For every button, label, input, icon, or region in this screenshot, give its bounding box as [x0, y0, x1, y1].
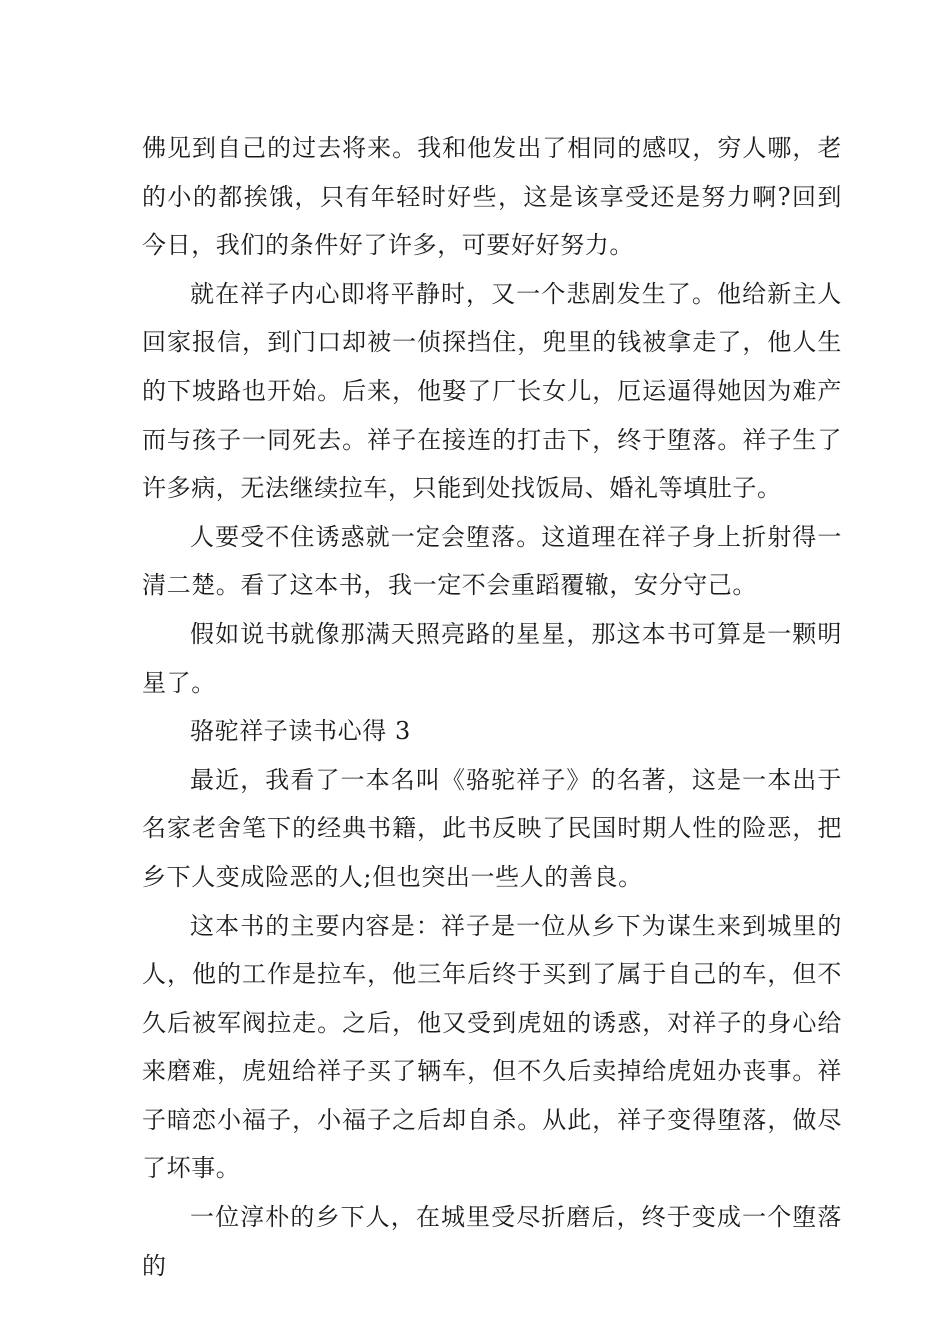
document-body	[142, 124, 842, 1290]
paragraph: 就在祥子内心即将平静时，又一个悲剧发生了。他给新主人回家报信，到门口却被一侦探挡住，兜里的钱被拿走了，他人生的下坡路也开始。后来，他娶了厂长女儿，厄运逼得她因为难产而与孩子一同死去。祥子在接连的打击下，终于堕落。祥子生了许多病，无法继续拉车，只能到处找饭局、婚礼等填肚子。	[142, 279, 842, 503]
section-title: 骆驼祥子读书心得 3	[190, 717, 411, 746]
paragraph: 一位淳朴的乡下人，在城里受尽折磨后，终于变成一个堕落的	[142, 1203, 842, 1280]
paragraph: 佛见到自己的过去将来。我和他发出了相同的感叹，穷人哪，老的小的都挨饿，只有年轻时好些，这是该享受还是努力啊?回到今日，我们的条件好了许多，可要好好努力。	[142, 134, 842, 260]
paragraph: 人要受不住诱惑就一定会堕落。这道理在祥子身上折射得一清二楚。看了这本书，我一定不会重蹈覆辙，安分守己。	[142, 522, 842, 600]
paragraph: 这本书的主要内容是：祥子是一位从乡下为谋生来到城里的人，他的工作是拉车，他三年后终于买到了属于自己的车，但不久后被军阀拉走。之后，他又受到虎妞的诱惑，对祥子的身心给来磨难，虎妞给祥子买了辆车，但不久后卖掉给虎妞办丧事。祥子暗恋小福子，小福子之后却自杀。从此，祥子变得堕落，做尽了坏事。	[142, 911, 842, 1183]
paragraph: 假如说书就像那满天照亮路的星星，那这本书可算是一颗明星了。	[142, 619, 842, 697]
paragraph: 最近，我看了一本名叫《骆驼祥子》的名著，这是一本出于名家老舍笔下的经典书籍，此书反映了民国时期人性的险恶，把乡下人变成险恶的人;但也突出一些人的善良。	[142, 765, 842, 891]
